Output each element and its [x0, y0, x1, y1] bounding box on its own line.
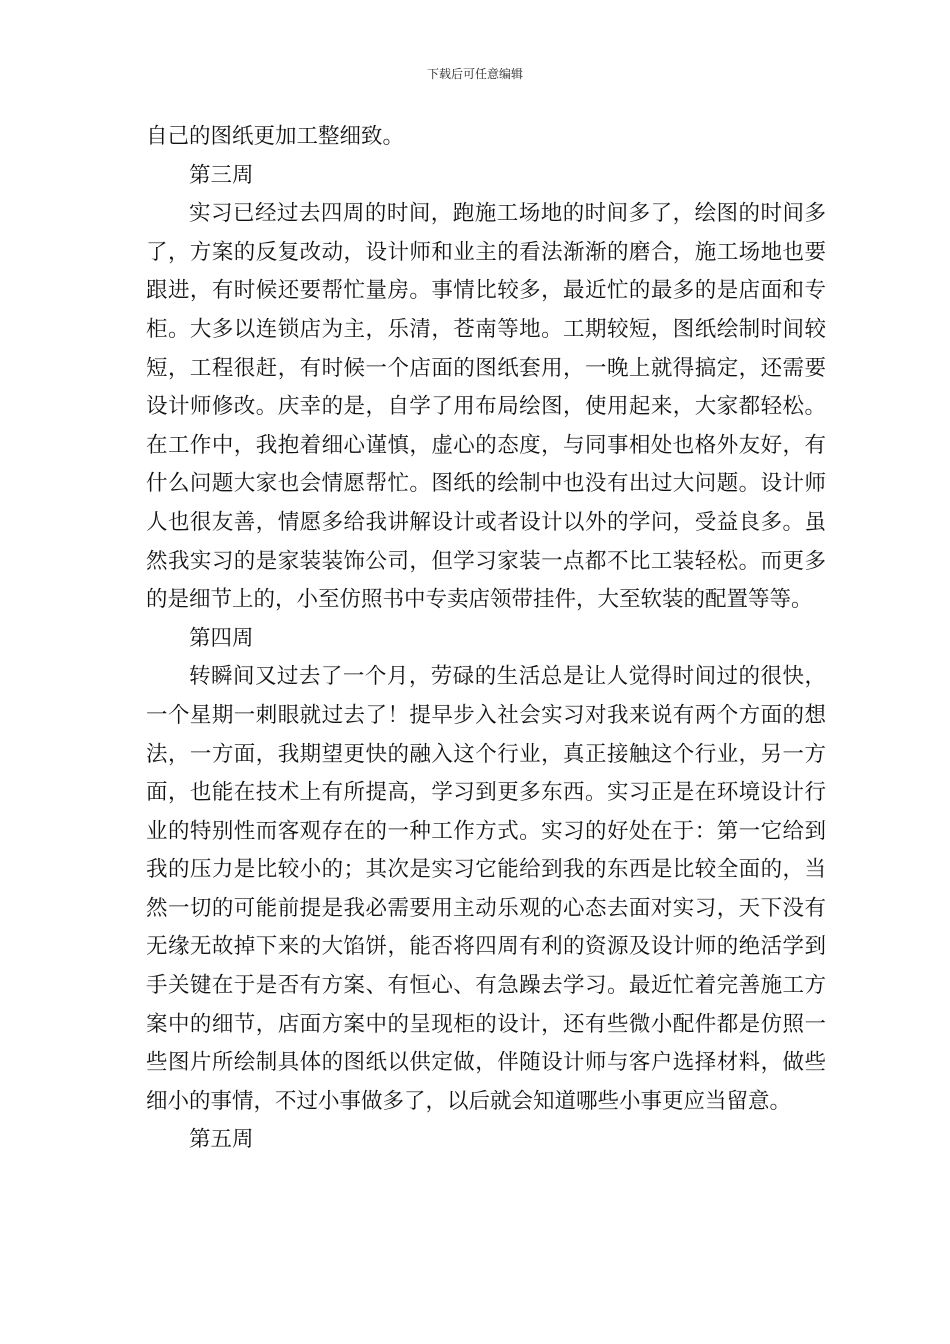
page-header: 下载后可任意编辑: [426, 67, 523, 81]
section-heading-week-3: 第三周: [189, 162, 254, 188]
paragraph-week-3: 实习已经过去四周的时间，跑施工场地的时间多了，绘图的时间多了，方案的反复改动，设计师和业主的看法渐渐的磨合，施工场地也要跟进，有时候还要帮忙量房。事情比较多，最近忙的最多的是店面和专柜。大多以连锁店为主，乐清，苍南等地。工期较短，图纸绘制时间较短，工程很赶，有时候一个店面的图纸套用，一晚上就得搞定，还需要设计师修改。庆幸的是，自学了用布局绘图，使用起来，大家都轻松。在工作中，我抱着细心谨慎，虚心的态度，与同事相处也格外友好，有什么问题大家也会情愿帮忙。图纸的绘制中也没有出过大问题。设计师人也很友善，情愿多给我讲解设计或者设计以外的学问，受益良多。虽然我实习的是家装装饰公司，但学习家装一点都不比工装轻松。而更多的是细节上的，小至仿照书中专卖店领带挂件，大至软装的配置等等。: [146, 201, 826, 613]
paragraph-week-4: 转瞬间又过去了一个月，劳碌的生活总是让人觉得时间过的很快，一个星期一刺眼就过去了！提早步入社会实习对我来说有两个方面的想法，一方面，我期望更快的融入这个行业，真正接触这个行业，另一方面，也能在技术上有所提高，学习到更多东西。实习正是在环境设计行业的特别性而客观存在的一种工作方式。实习的好处在于：第一它给到我的压力是比较小的；其次是实习它能给到我的东西是比较全面的，当然一切的可能前提是我必需要用主动乐观的心态去面对实习，天下没有无缘无故掉下来的大馅饼，能否将四周有利的资源及设计师的绝活学到手关键在于是否有方案、有恒心、有急躁去学习。最近忙着完善施工方案中的细节，店面方案中的呈现柜的设计，还有些微小配件都是仿照一些图片所绘制具体的图纸以供定做，伴随设计师与客户选择材料，做些细小的事情，不过小事做多了，以后就会知道哪些小事更应当留意。: [146, 664, 826, 1114]
document-body: [146, 118, 826, 1160]
section-heading-week-4: 第四周: [189, 625, 254, 651]
paragraph-continuation: 自己的图纸更加工整细致。: [146, 124, 405, 149]
section-heading-week-5: 第五周: [189, 1127, 254, 1153]
